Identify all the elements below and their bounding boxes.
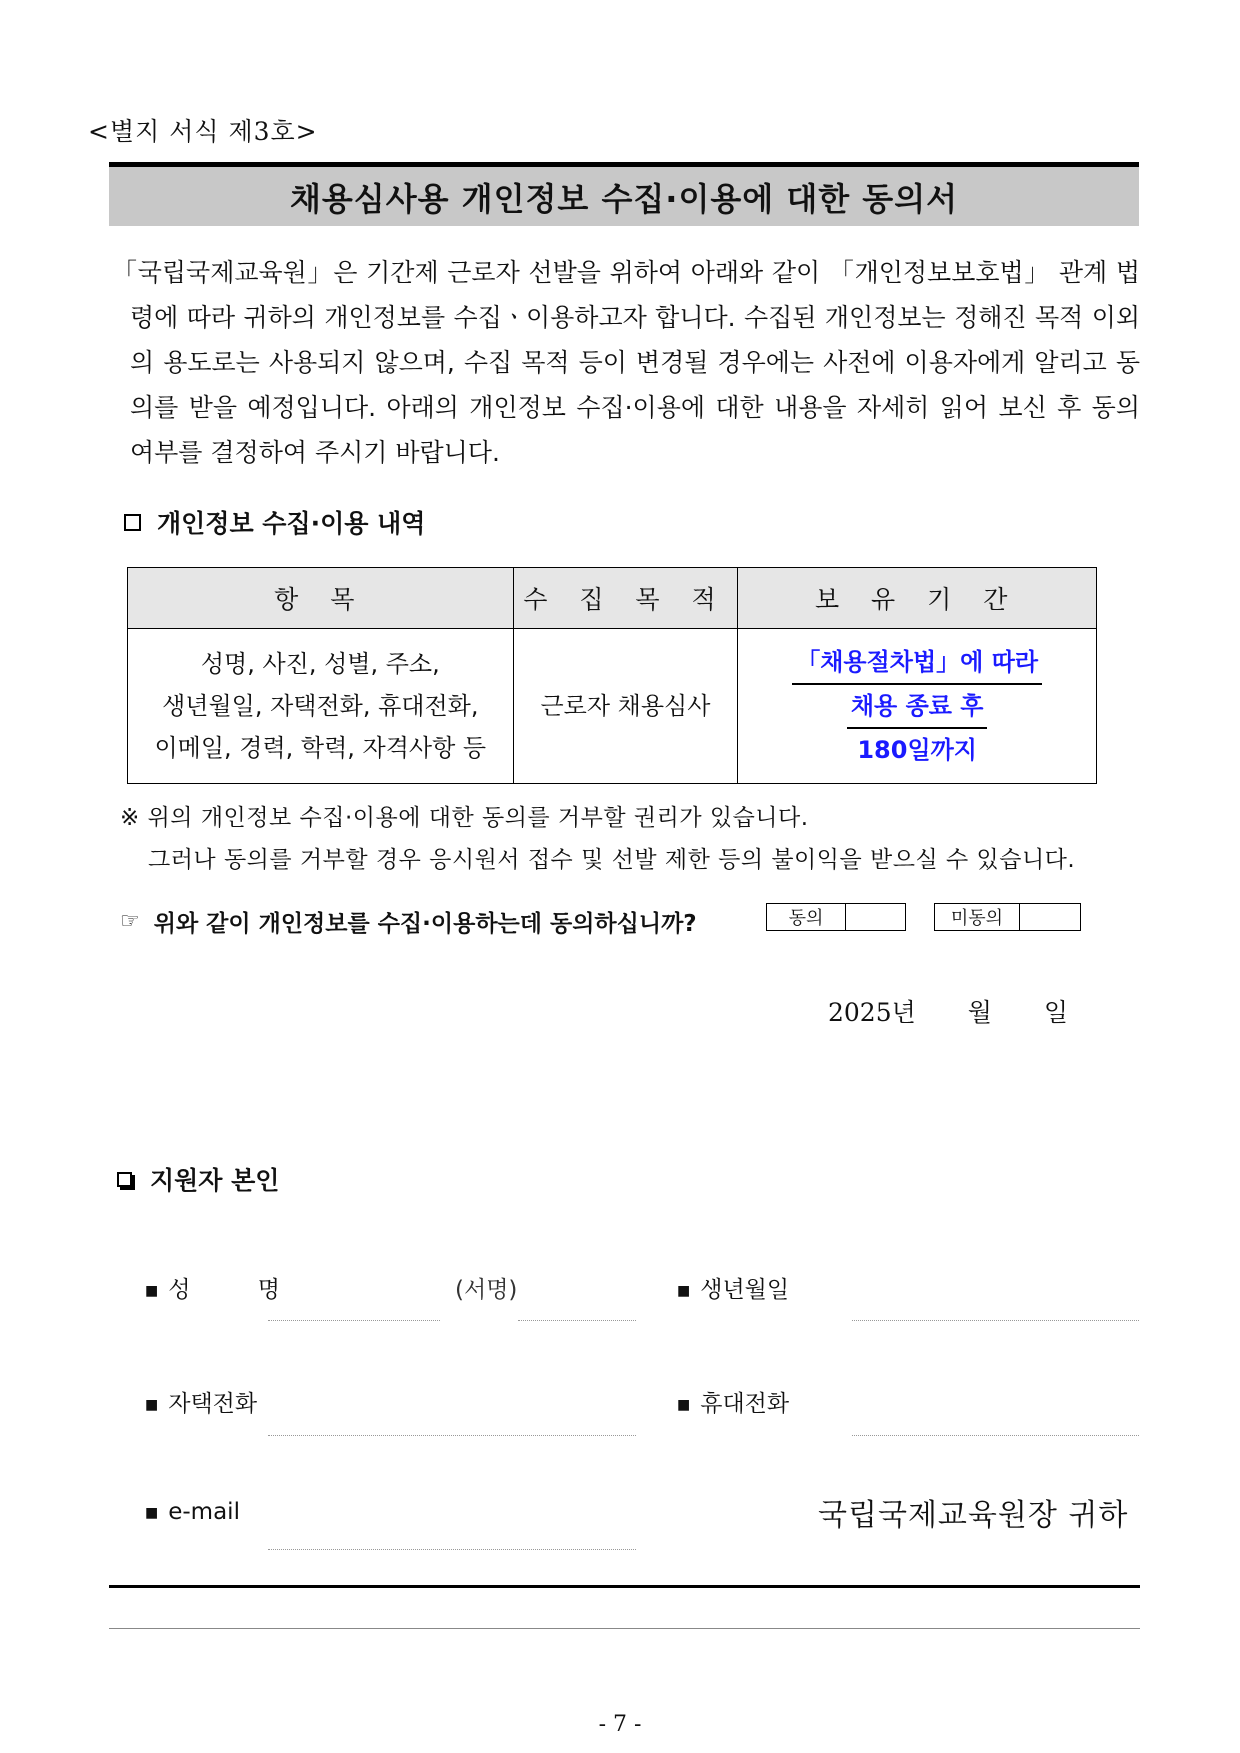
consent-question-text: 위와 같이 개인정보를 수집·이용하는데 동의하십니까? [153,911,697,937]
name-field-label: ■ 성 명 [145,1277,310,1303]
retention-line: 「채용절차법」에 따라 [792,641,1042,685]
disagree-checkbox-group[interactable] [934,903,1081,931]
disagree-label: 미동의 [935,904,1020,930]
refusal-notice [120,797,1075,881]
section-heading: 지원자 본인 [150,1166,280,1195]
consent-question [120,905,697,938]
birth-input-line[interactable] [852,1320,1139,1321]
bullet-icon: ■ [145,1504,159,1521]
bullet-icon: ■ [677,1396,691,1413]
home-phone-field-label: ■ 자택전화 [145,1391,258,1417]
disagree-box[interactable] [1020,904,1080,930]
retention-line: 채용 종료 후 [847,685,988,729]
email-field-label: ■ e-mail [145,1499,240,1525]
checkbox-square-icon [124,514,141,531]
date-year: 2025년 [828,998,916,1027]
email-input-line[interactable] [268,1549,636,1550]
form-number: <별지 서식 제3호> [88,117,318,146]
mobile-input-line[interactable] [852,1435,1139,1436]
agree-checkbox-group[interactable] [766,903,906,931]
section-heading: 개인정보 수집·이용 내역 [157,509,426,538]
items-line: 이메일, 경력, 학력, 자격사항 등 [154,734,487,762]
header-purpose: 수 집 목 적 [513,568,738,629]
bullet-icon: ■ [677,1282,691,1299]
mobile-field-label: ■ 휴대전화 [677,1391,790,1417]
bullet-icon: ■ [145,1396,159,1413]
intro-paragraph [112,250,1140,475]
divider-thin [109,1628,1140,1629]
signature-label: (서명) [455,1277,518,1303]
section-applicant [117,1161,279,1197]
notice-line: ※ 위의 개인정보 수집·이용에 대한 동의를 거부할 권리가 있습니다. [120,805,809,831]
checkbox-square-icon [117,1172,132,1187]
document-title: 채용심사용 개인정보 수집·이용에 대한 동의서 [289,179,959,218]
birth-field-label: ■ 생년월일 [677,1277,790,1303]
bullet-icon: ■ [145,1282,159,1299]
addressee: 국립국제교육원장 귀하 [818,1498,1129,1533]
name-input-line[interactable] [268,1320,440,1321]
intro-text: 「국립국제교육원」은 기간제 근로자 선발을 위하여 아래와 같이 「개인정보보호법」 관계 법령에 따라 귀하의 개인정보를 수집ㆍ이용하고자 합니다. 수집된 개인정보는 정해진 목적 이외의 용도로는 사용되지 않으며, 수집 목적 등이 변경될 경우에는 사전에 이용자에게 알리고 동의를 받을 예정입니다. 아래의 개인정보 수집·이용에 대한 내용을 자세히 읽어 보신 후 동의 여부를 결정하여 주시기 바랍니다. [112,258,1140,467]
pointing-hand-icon: ☞ [120,909,140,934]
items-line: 생년월일, 자택전화, 휴대전화, [162,692,479,720]
date-line [828,993,1068,1029]
header-items: 항 목 [128,568,514,629]
home-phone-input-line[interactable] [268,1435,636,1436]
section-collection-details [124,504,425,540]
date-day: 일 [1043,998,1068,1027]
page-number: - 7 - [598,1712,642,1737]
date-month: 월 [967,998,992,1027]
agree-box[interactable] [846,904,905,930]
divider-thick [109,1585,1140,1588]
title-bar [109,162,1139,226]
notice-line: 그러나 동의를 거부할 경우 응시원서 접수 및 선발 제한 등의 불이익을 받으실 수 있습니다. [148,847,1076,873]
table-header-row [128,568,1097,629]
header-retention: 보 유 기 간 [738,568,1097,629]
retention-line: 180일까지 [857,736,977,764]
agree-label: 동의 [767,904,846,930]
signature-input-line[interactable] [518,1320,636,1321]
collection-table [127,567,1097,784]
items-cell [128,629,514,784]
table-row [128,629,1097,784]
items-line: 성명, 사진, 성별, 주소, [200,650,440,678]
retention-cell [738,629,1097,784]
purpose-cell: 근로자 채용심사 [513,629,738,784]
